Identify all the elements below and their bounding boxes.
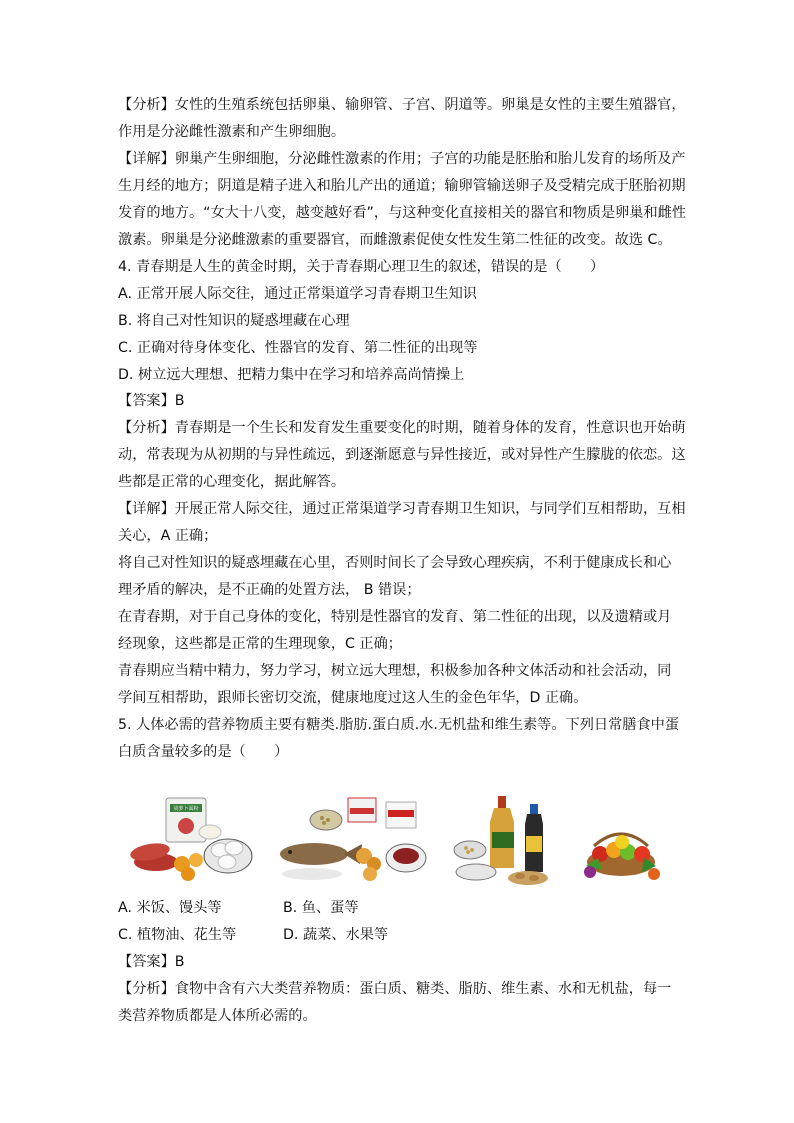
text-line: 【分析】青春期是一个生长和发育发生重要变化的时期，随着身体的发育，性意识也开始萌 — [118, 420, 686, 436]
flour-bag-label: 胡萝卜面粉 — [173, 806, 199, 812]
text-line: 经现象，这些都是正常的生理现象，C 正确； — [118, 636, 402, 652]
option-c: C. 植物油、花生等 — [118, 927, 237, 943]
staple-food-image — [126, 792, 256, 888]
text-line: 【详解】卵巢产生卵细胞，分泌雌性激素的作用；子宫的功能是胚胎和胎儿发育的场所及产 — [118, 151, 686, 167]
text-line: 生月经的地方；阴道是精子进入和胎儿产出的通道；输卵管输送卵子及受精完成于胚胎初期 — [118, 178, 686, 194]
food-images — [118, 792, 678, 894]
option-b: B. 鱼、蛋等 — [283, 900, 359, 916]
text-line: A. 正常开展人际交往，通过正常渠道学习青春期卫生知识 — [118, 286, 477, 302]
text-line: 【详解】开展正常人际交往，通过正常渠道学习青春期卫生知识，与同学们互相帮助，互相 — [118, 501, 686, 517]
fruit-veg-image — [576, 792, 666, 888]
option-a: A. 米饭、馒头等 — [118, 900, 222, 916]
fish-egg-image — [278, 792, 428, 888]
text-line: 在青春期，对于自己身体的变化，特别是性器官的发育、第二性征的出现，以及遗精或月 — [118, 609, 672, 625]
text-line: 【分析】女性的生殖系统包括卵巢、输卵管、子宫、阴道等。卵巢是女性的主要生殖器官， — [118, 97, 686, 113]
text-line: 作用是分泌雌性激素和产生卵细胞。 — [118, 124, 346, 140]
text-line: 些都是正常的心理变化，据此解答。 — [118, 474, 346, 490]
text-line: 学间互相帮助，跟师长密切交流，健康地度过这人生的金色年华，D 正确。 — [118, 690, 588, 706]
answer-label: 【答案】B — [118, 954, 185, 970]
text-line: 将自己对性知识的疑惑埋藏在心里，否则时间长了会导致心理疾病，不利于健康成长和心 — [118, 555, 672, 571]
analysis-line: 【分析】食物中含有六大类营养物质：蛋白质、糖类、脂肪、维生素、水和无机盐，每一 — [118, 981, 672, 997]
text-line: C. 正确对待身体变化、性器官的发育、第二性征的出现等 — [118, 340, 478, 356]
text-line: D. 树立远大理想、把精力集中在学习和培养高尚情操上 — [118, 367, 465, 383]
text-line: 白质含量较多的是（ ） — [118, 744, 289, 760]
option-d: D. 蔬菜、水果等 — [283, 927, 389, 943]
text-line: 关心，A 正确； — [118, 528, 218, 544]
analysis-line: 类营养物质都是人体所必需的。 — [118, 1008, 317, 1024]
text-line: 激素。卵巢是分泌雌激素的重要器官，而雌激素促使女性发生第二性征的改变。故选 C。 — [118, 232, 672, 248]
text-line: B. 将自己对性知识的疑惑埋藏在心理 — [118, 313, 350, 329]
text-line: 4. 青春期是人生的黄金时期，关于青春期心理卫生的叙述，错误的是（ ） — [118, 259, 605, 275]
text-line: 5. 人体必需的营养物质主要有糖类.脂肪.蛋白质.水.无机盐和维生素等。下列日常膳食中蛋 — [118, 717, 680, 733]
oil-peanut-image — [450, 792, 560, 888]
text-line: 发育的地方。“女大十八变，越变越好看”，与这种变化直接相关的器官和物质是卵巢和雌性 — [118, 205, 687, 221]
text-line: 动，常表现为从初期的与异性疏远，到逐渐愿意与异性接近，或对异性产生朦胧的依恋。这 — [118, 447, 686, 463]
text-line: 青春期应当精中精力，努力学习，树立远大理想，积极参加各种文体活动和社会活动，同 — [118, 663, 672, 679]
text-line: 【答案】B — [118, 393, 185, 409]
text-line: 理矛盾的解决，是不正确的处置方法， B 错误； — [118, 582, 421, 598]
